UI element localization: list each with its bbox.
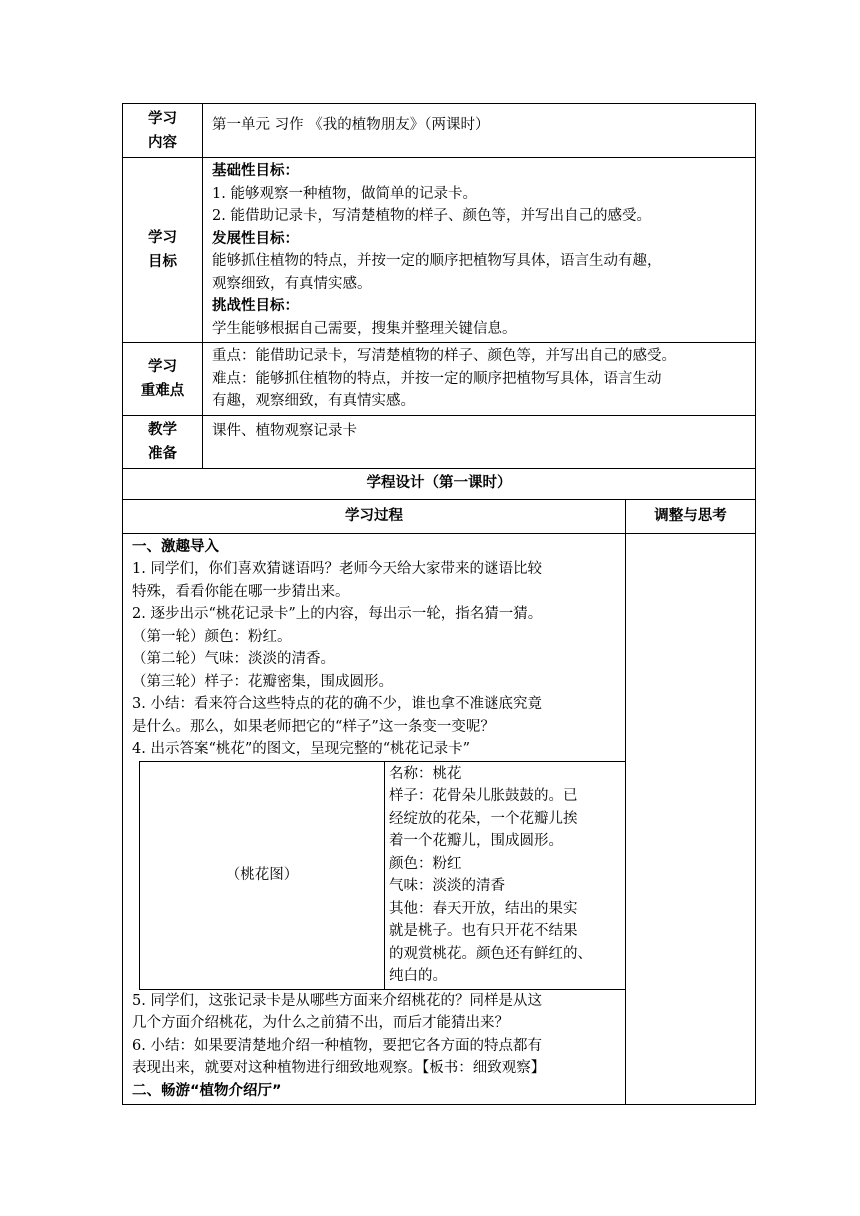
label-line: 目标 <box>148 254 177 270</box>
label-line: 学习 <box>148 358 177 375</box>
peach-record-card <box>139 761 626 990</box>
dev-goal-text: 观察细致，有真情实感。 <box>212 275 372 292</box>
basic-goal-1: 1. 能够观察一种植物，做简单的记录卡。 <box>212 185 477 202</box>
process-text: 表现出来，就要对这种植物进行细致地观察。【板书：细致观察】 <box>132 1060 546 1076</box>
key-point: 重点：能借助记录卡，写清楚植物的样子、颜色等，并写出自己的感受。 <box>212 348 676 364</box>
content-value: 第一单元 习作 《我的植物朋友》（两课时） <box>212 117 490 133</box>
peach-card-info <box>385 761 626 989</box>
card-line: 样子：花骨朵儿胀鼓鼓的。已 <box>389 788 578 804</box>
process-text: 是什么。那么，如果老师把它的“样子”这一条变一变呢？ <box>132 718 495 735</box>
difficult-point: 难点：能够抓住植物的特点，并按一定的顺序把植物写具体，语言生动 <box>212 370 662 387</box>
keypoints-text <box>203 343 756 416</box>
process-text: 3. 小结：看来符合这些特点的花的确不少，谁也拿不准谜底究竟 <box>132 696 542 712</box>
label-goals <box>123 158 203 343</box>
card-line: 就是桃子。也有只开花不结果 <box>389 923 578 939</box>
prep-text <box>203 415 756 468</box>
process-text: （第二轮）气味：淡淡的清香。 <box>132 651 335 667</box>
process-text: 5. 同学们，这张记录卡是从哪些方面来介绍桃花的？同样是从这 <box>132 992 542 1009</box>
process-text: （第三轮）样子：花瓣密集，围成圆形。 <box>132 673 393 690</box>
process-text: 2. 逐步出示“桃花记录卡”上的内容，每出示一轮，指名猜一猜。 <box>132 606 543 622</box>
dev-goal-text: 能够抓住植物的特点，并按一定的顺序把植物写具体，语言生动有趣， <box>212 253 662 269</box>
card-line: 颜色：粉红 <box>389 855 462 872</box>
goals-text <box>203 158 756 343</box>
challenge-goal-text: 学生能够根据自己需要，搜集并整理关键信息。 <box>212 320 517 337</box>
col-header-process: 学习过程 <box>123 499 626 533</box>
adjust-cell <box>626 533 756 1105</box>
lesson-plan <box>122 103 755 1105</box>
process-text: 4. 出示答案“桃花”的图文，呈现完整的“桃花记录卡” <box>132 741 471 757</box>
process-text: 6. 小结：如果要清楚地介绍一种植物，要把它各方面的特点都有 <box>132 1037 542 1054</box>
basic-goal-2: 2. 能借助记录卡，写清楚植物的样子、颜色等，并写出自己的感受。 <box>212 208 651 224</box>
row-headers <box>123 499 756 533</box>
label-line: 重难点 <box>140 382 185 399</box>
content-text <box>203 104 756 158</box>
design-title: 学程设计（第一课时） <box>123 468 756 499</box>
row-goals <box>123 158 756 343</box>
row-design-title <box>123 468 756 499</box>
process-text: 1. 同学们，你们喜欢猜谜语吗？老师今天给大家带来的谜语比较 <box>132 561 542 577</box>
label-keypoints <box>123 343 203 416</box>
card-line: 的观赏桃花。颜色还有鲜红的、 <box>389 945 592 962</box>
row-keypoints <box>123 343 756 416</box>
label-line: 内容 <box>148 134 177 151</box>
card-line: 其他：春天开放，结出的果实 <box>389 900 578 917</box>
process-text: 几个方面介绍桃花，为什么之前猜不出，而后才能猜出来？ <box>132 1015 509 1031</box>
process-text: （第一轮）颜色：粉红。 <box>132 628 292 645</box>
challenge-goal-title: 挑战性目标： <box>212 298 299 314</box>
label-content <box>123 104 203 158</box>
section-2-title: 二、畅游“植物介绍厅” <box>132 1082 282 1099</box>
process-cell <box>123 533 626 1105</box>
section-1-title: 一、激趣导入 <box>132 538 219 555</box>
col-header-adjust: 调整与思考 <box>626 499 756 533</box>
label-line: 教学 <box>148 421 177 438</box>
peach-image-placeholder: （桃花图） <box>140 761 385 989</box>
label-line: 准备 <box>148 445 177 462</box>
label-prep <box>123 415 203 468</box>
label-line: 学习 <box>148 110 177 127</box>
difficult-point: 有趣，观察细致，有真情实感。 <box>212 393 415 409</box>
card-line: 名称：桃花 <box>389 765 462 782</box>
process-text: 特殊，看看你能在哪一步猜出来。 <box>132 583 350 600</box>
prep-value: 课件、植物观察记录卡 <box>212 422 357 439</box>
lesson-table <box>122 103 756 1105</box>
card-line: 气味：淡淡的清香 <box>389 878 505 894</box>
row-prep <box>123 415 756 468</box>
row-process <box>123 533 756 1105</box>
basic-goal-title: 基础性目标： <box>212 163 299 179</box>
card-line: 着一个花瓣儿，围成圆形。 <box>389 833 563 849</box>
card-line: 经绽放的花朵，一个花瓣儿挨 <box>389 810 578 827</box>
label-line: 学习 <box>148 230 177 246</box>
card-line: 纯白的。 <box>389 968 447 984</box>
row-content <box>123 104 756 158</box>
dev-goal-title: 发展性目标： <box>212 230 299 247</box>
